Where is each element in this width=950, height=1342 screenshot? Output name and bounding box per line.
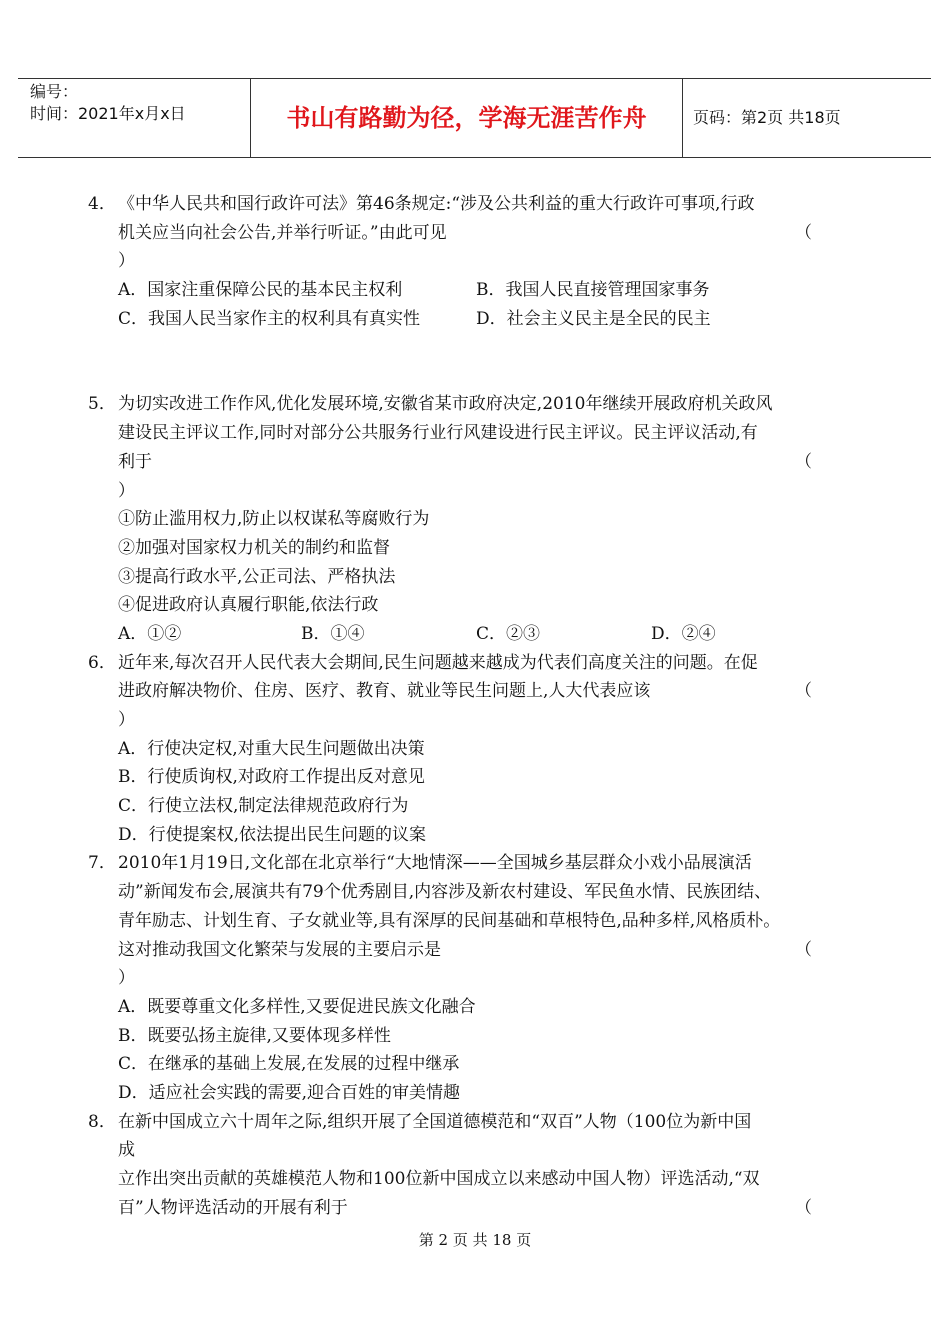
option-a: A．国家注重保障公民的基本民主权利 (118, 280, 403, 301)
question-6 (88, 649, 878, 850)
option-a: A．①② (118, 623, 182, 644)
question-8 (88, 1108, 878, 1223)
option-b: B．行使质询权,对政府工作提出反对意见 (118, 767, 425, 788)
option-c: C．在继承的基础上发展,在发展的过程中继承 (118, 1054, 460, 1075)
answer-paren-open: （ (795, 222, 812, 243)
option-a: A．行使决定权,对重大民生问题做出决策 (118, 738, 425, 759)
question-number: 4． (88, 194, 116, 214)
answer-paren-close: ） (118, 480, 135, 501)
statement-item: ③提高行政水平,公正司法、严格执法 (118, 566, 396, 587)
doc-number-label: 编号： (30, 82, 79, 101)
question-text: 利于 (118, 451, 152, 472)
header-meta (18, 79, 251, 157)
question-text: 青年励志、计划生育、子女就业等,具有深厚的民间基础和草根特色,品种多样,风格质朴。 (118, 910, 781, 931)
question-4 (88, 190, 878, 333)
header-page-label: 页码：第2页 共18页 (693, 108, 841, 127)
option-d: D．②④ (651, 623, 716, 644)
page-footer: 第 2 页 共 18 页 (418, 1231, 532, 1249)
question-text: 《中华人民共和国行政许可法》第46条规定:“涉及公共利益的重大行政许可事项,行政 (118, 194, 755, 214)
question-text: 近年来,每次召开人民代表大会期间,民生问题越来越成为代表们高度关注的问题。在促 (118, 652, 758, 673)
answer-paren-open: （ (795, 1197, 812, 1218)
answer-paren-close: ） (118, 968, 135, 989)
question-text: 建设民主评议工作,同时对部分公共服务行业行风建设进行民主评议。民主评议活动,有 (118, 423, 758, 444)
question-text: 成 (118, 1140, 135, 1161)
question-number: 6． (88, 652, 116, 673)
option-c: C．②③ (476, 623, 541, 644)
question-text: 动”新闻发布会,展演共有79个优秀剧目,内容涉及新农村建设、军民鱼水情、民族团结、 (118, 882, 772, 903)
answer-paren-close: ） (118, 251, 135, 272)
doc-time-label: 时间：2021年x月x日 (30, 104, 186, 123)
option-a: A．既要尊重文化多样性,又要促进民族文化融合 (118, 996, 476, 1017)
question-content (88, 190, 878, 1222)
option-b: B．我国人民直接管理国家事务 (476, 280, 710, 301)
option-c: C．我国人民当家作主的权利具有真实性 (118, 308, 421, 329)
question-5 (88, 390, 878, 648)
question-number: 7． (88, 853, 116, 874)
question-7 (88, 849, 878, 1107)
question-text: 机关应当向社会公告,并举行听证。”由此可见 (118, 222, 447, 243)
statement-item: ②加强对国家权力机关的制约和监督 (118, 537, 390, 558)
statement-item: ①防止滥用权力,防止以权谋私等腐败行为 (118, 509, 430, 530)
option-d: D．适应社会实践的需要,迎合百姓的审美情趣 (118, 1082, 461, 1103)
option-d: D．行使提案权,依法提出民生问题的议案 (118, 824, 427, 845)
answer-paren-open: （ (795, 939, 812, 960)
statement-item: ④促进政府认真履行职能,依法行政 (118, 595, 379, 616)
option-b: B．既要弘扬主旋律,又要体现多样性 (118, 1025, 391, 1046)
question-text: 百”人物评选活动的开展有利于 (118, 1197, 348, 1218)
question-text: 为切实改进工作作风,优化发展环境,安徽省某市政府决定,2010年继续开展政府机关政风 (118, 394, 773, 415)
header-motto: 书山有路勤为径，学海无涯苦作舟 (251, 79, 683, 157)
option-d: D．社会主义民主是全民的民主 (476, 308, 711, 329)
option-b: B．①④ (301, 623, 365, 644)
spacer (88, 333, 878, 390)
question-text: 进政府解决物价、住房、医疗、教育、就业等民生问题上,人大代表应该 (118, 681, 651, 702)
question-text: 这对推动我国文化繁荣与发展的主要启示是 (118, 939, 441, 960)
answer-paren-close: ） (118, 710, 135, 730)
answer-paren-open: （ (795, 681, 812, 702)
question-number: 8． (88, 1111, 116, 1132)
answer-paren-open: （ (795, 451, 812, 472)
question-text: 立作出突出贡献的英雄模范人物和100位新中国成立以来感动中国人物）评选活动,“双 (118, 1169, 760, 1189)
question-text: 2010年1月19日,文化部在北京举行“大地情深——全国城乡基层群众小戏小品展演活 (118, 853, 752, 874)
option-c: C．行使立法权,制定法律规范政府行为 (118, 796, 409, 817)
question-number: 5． (88, 394, 116, 415)
question-text: 在新中国成立六十周年之际,组织开展了全国道德模范和“双百”人物（100位为新中国 (118, 1111, 752, 1132)
page-header (18, 78, 931, 158)
